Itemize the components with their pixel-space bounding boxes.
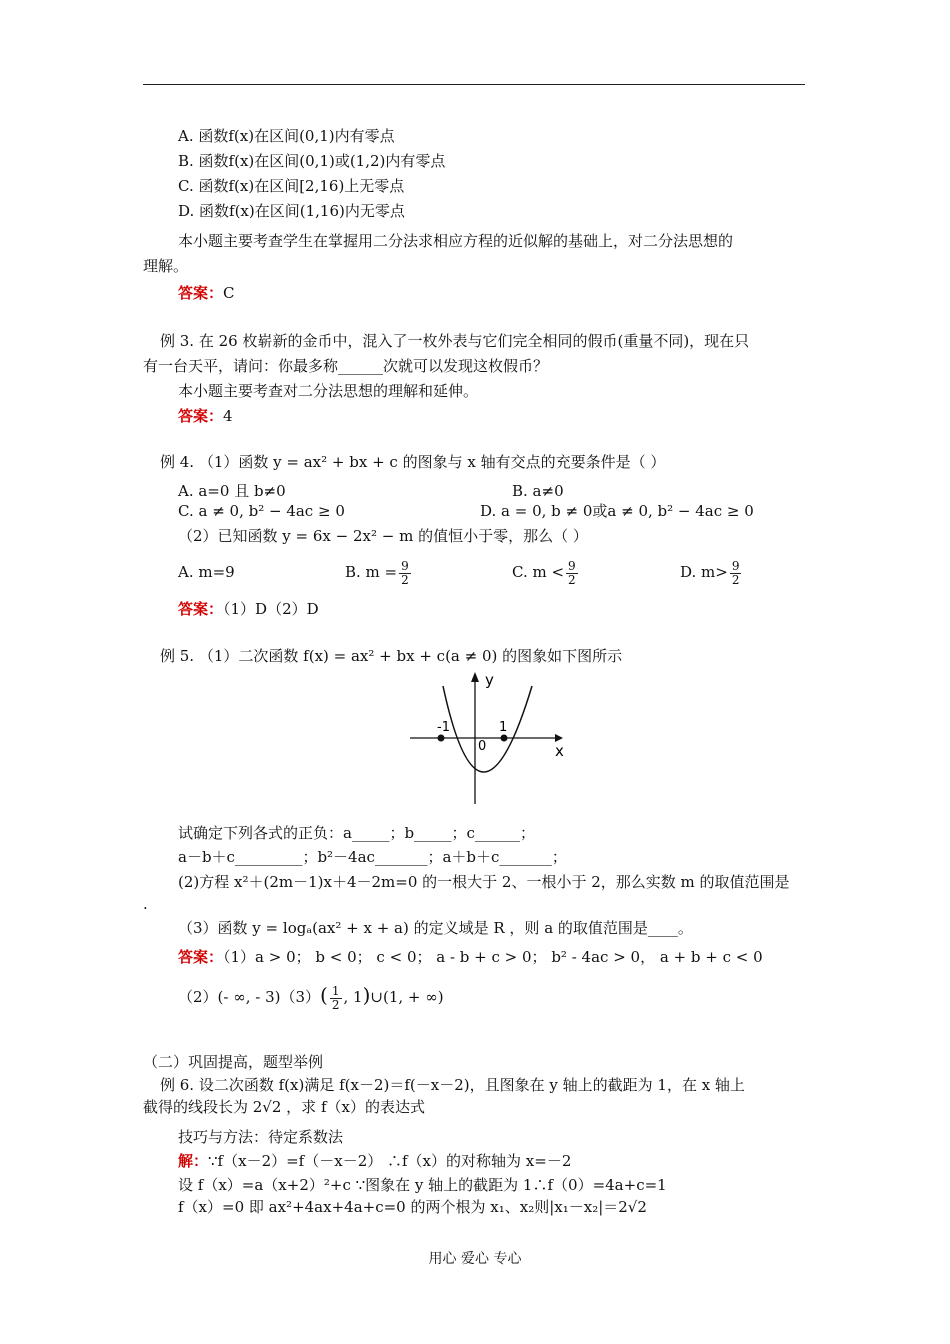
ex3-line1: 例 3. 在 26 枚崭新的金币中，混入了一枚外表与它们完全相同的假币(重量不同)，现在只	[160, 332, 750, 350]
fraction: $\frac{9}{2}$	[401, 558, 409, 587]
ex5-answer-line2: （2）(- ∞, - 3)（3）( $\frac{1}{2}$ , 1)∪(1, + ∞)	[178, 983, 444, 1012]
y-axis-label: y	[485, 671, 494, 689]
solution-label: 解：	[178, 1152, 209, 1170]
fraction: $\frac{9}{2}$	[731, 558, 740, 587]
ex3-line2: 有一台天平，请问：你最多称______次就可以发现这枚假币？	[143, 357, 549, 375]
answer-value: C	[223, 284, 235, 302]
solution-line1: 解：∵f（x－2）=f（－x－2） ∴f（x）的对称轴为 x=－2	[178, 1152, 572, 1170]
ex4-option-d: D. a = 0, b ≠ 0或a ≠ 0, b² − 4ac ≥ 0	[480, 502, 754, 520]
fraction: $\frac{9}{2}$	[568, 558, 576, 587]
ex3-answer	[178, 406, 233, 426]
one-label: 1	[499, 720, 508, 735]
ex5-question-line2: a－b＋c_________；b²－4ac_______；a＋b＋c_______；	[178, 848, 567, 866]
y-axis-arrow	[471, 672, 479, 682]
ex4-answer	[178, 599, 319, 619]
fraction: $\frac{1}{2}$	[331, 983, 340, 1012]
ex5-line1: 例 5. （1）二次函数 f(x) = ax² + bx + c(a ≠ 0) 的图象如下图所示	[160, 647, 623, 665]
ex5-question-line3b: .	[143, 895, 148, 913]
header-rule	[143, 84, 805, 85]
answer-label: 答案：	[178, 284, 224, 302]
solution-line3: f（x）=0 即 ax²+4ax+4a+c=0 的两个根为 x₁、x₂则|x₁－x₂|＝2√2	[178, 1198, 647, 1216]
ex6-line2: 截得的线段长为 2√2 ，求 f（x）的表达式	[143, 1098, 425, 1116]
parabola-graph	[405, 668, 575, 808]
ex5-question-line4: （3）函数 y = logₐ(ax² + x + a) 的定义域是 R ，则 a 的取值范围是____。	[178, 919, 693, 937]
q2-answer	[178, 283, 235, 303]
x-axis-arrow	[555, 734, 563, 742]
origin-label: 0	[478, 739, 487, 754]
solution-line2: 设 f（x）=a（x+2）²+c ∵图象在 y 轴上的截距为 1∴f（0）=4a+c=1	[178, 1176, 667, 1194]
ex4-line1: 例 4. （1）函数 y = ax² + bx + c 的图象与 x 轴有交点的充要条件是（ ）	[160, 453, 666, 471]
ex4-option-a: A. a=0 且 b≠0	[178, 482, 286, 500]
q2-option-d: D. 函数f(x)在区间(1,16)内无零点	[178, 202, 405, 220]
answer-value: 4	[223, 407, 233, 425]
q2-option-a: A. 函数f(x)在区间(0,1)内有零点	[178, 127, 395, 145]
ex4-option-c: C. a ≠ 0, b² − 4ac ≥ 0	[178, 502, 345, 520]
ex4-p2-option-b: B. m = $\frac{9}{2}$	[345, 558, 409, 587]
q2-option-b: B. 函数f(x)在区间(0,1)或(1,2)内有零点	[178, 152, 446, 170]
ex3-note: 本小题主要考查对二分法思想的理解和延伸。	[178, 382, 479, 400]
ex5-question-line3: (2)方程 x²＋(2m－1)x＋4－2m=0 的一根大于 2、一根小于 2，那么实数 m 的取值范围是	[178, 873, 790, 891]
root-point-1	[501, 735, 508, 742]
answer-value: （1）a > 0； b < 0； c < 0； a - b + c > 0； b² - 4ac > 0， a + b + c < 0	[223, 948, 763, 966]
x-axis-label: x	[555, 742, 564, 760]
answer-label: 答案：	[178, 948, 224, 966]
ex4-p2-option-c: C. m < $\frac{9}{2}$	[512, 558, 576, 587]
q2-option-c: C. 函数f(x)在区间[2,16)上无零点	[178, 177, 405, 195]
q2-note-line1: 本小题主要考查学生在掌握用二分法求相应方程的近似解的基础上，对二分法思想的	[178, 232, 734, 250]
answer-label: 答案：	[178, 600, 224, 618]
page-footer: 用心 爱心 专心	[428, 1251, 522, 1267]
ex5-answer	[178, 947, 763, 967]
root-point-neg1	[438, 735, 445, 742]
ex4-p2-option-a: A. m=9	[178, 563, 235, 581]
ex4-p2-option-d: D. m> $\frac{9}{2}$	[680, 558, 740, 587]
q2-note-line2: 理解。	[143, 257, 189, 275]
ex5-question-line1: 试确定下列各式的正负：a_____；b_____；c______；	[178, 824, 535, 842]
ex4-option-b: B. a≠0	[512, 482, 564, 500]
method-line: 技巧与方法：待定系数法	[178, 1128, 344, 1146]
neg1-label: -1	[437, 720, 450, 735]
answer-value: （1）D（2）D	[223, 600, 319, 618]
ex4-line2: （2）已知函数 y = 6x − 2x² − m 的值恒小于零，那么（ ）	[178, 527, 588, 545]
ex6-line1: 例 6. 设二次函数 f(x)满足 f(x－2)＝f(－x－2)，且图象在 y 轴上的截距为 1，在 x 轴上	[160, 1076, 745, 1094]
section-heading: （二）巩固提高，题型举例	[143, 1053, 324, 1071]
answer-label: 答案：	[178, 407, 224, 425]
parabola-curve	[443, 686, 532, 772]
